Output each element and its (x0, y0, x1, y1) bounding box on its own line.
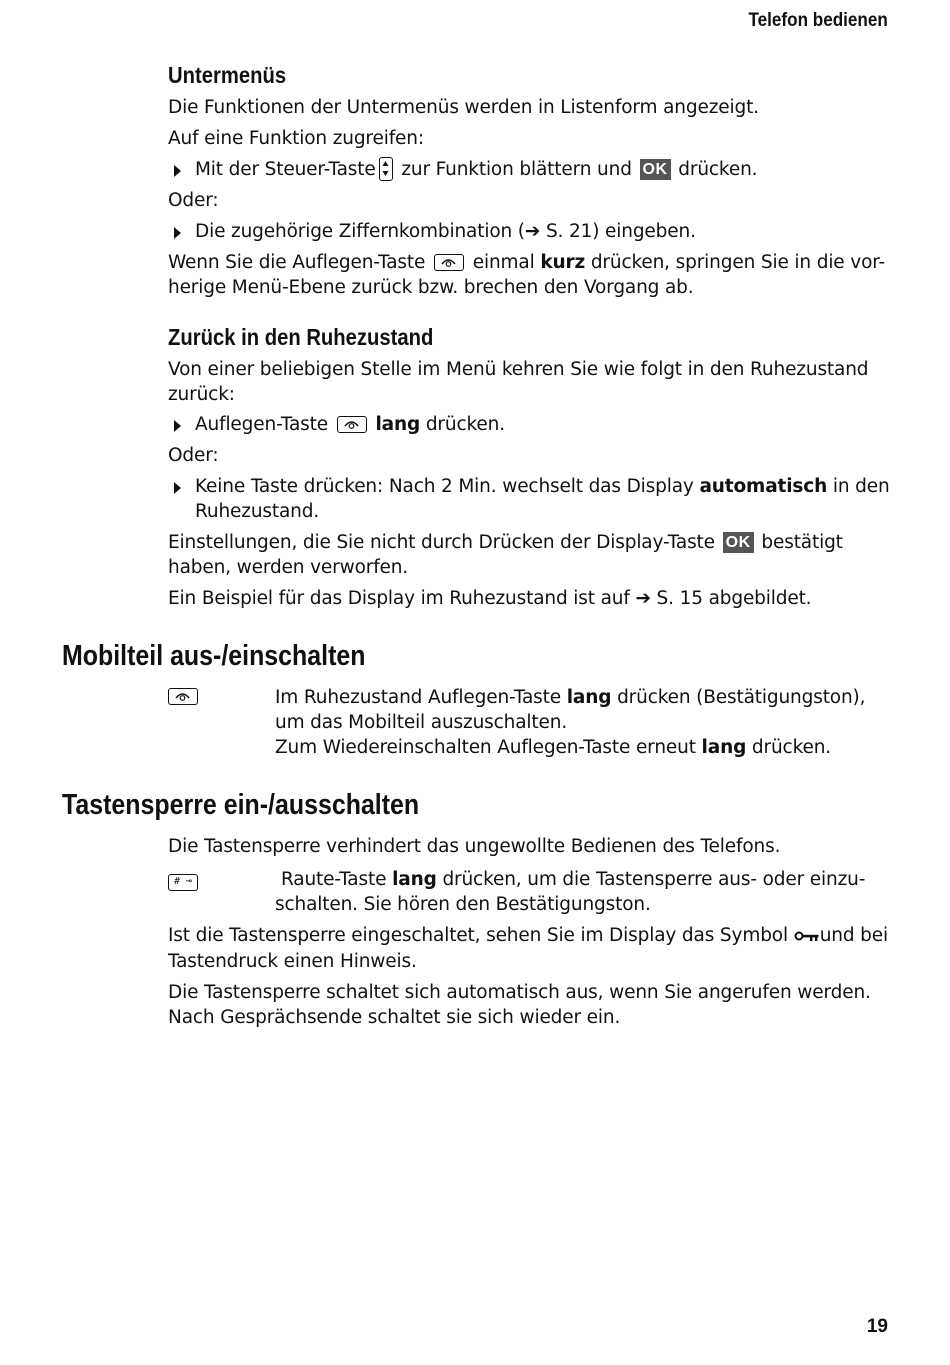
text: zur Funktion blättern und (401, 159, 632, 180)
bullet-item (168, 474, 890, 524)
emphasis: lang (392, 869, 437, 890)
paragraph: Von einer beliebigen Stelle im Menü kehren Sie wie folgt in den Ruhezustand zurück: (168, 359, 869, 405)
ruhezustand-body (168, 357, 890, 611)
heading-ruhezustand: Zurück in den Ruhezustand (168, 324, 434, 350)
text: drücken. (425, 414, 505, 435)
text: um das Mobilteil auszuschalten. (275, 712, 568, 733)
bullet-marker (174, 165, 181, 177)
mobilteil-body (168, 685, 890, 760)
instruction-row (168, 685, 890, 760)
paragraph: Oder: (168, 445, 219, 466)
text: Mit der Steuer-Taste (195, 159, 376, 180)
heading-mobilteil: Mobilteil aus-/einschalten (62, 640, 366, 672)
paragraph (168, 586, 890, 611)
hangup-key-icon (168, 688, 198, 705)
emphasis: lang (375, 414, 421, 435)
hash-key-icon: # ⊸ (168, 874, 198, 891)
tastensperre-body (168, 834, 890, 1030)
paragraph: Oder: (168, 190, 219, 211)
hangup-key-icon (337, 416, 367, 433)
text: drücken (Bestätigungston), (617, 687, 866, 708)
text: einmal (472, 252, 535, 273)
text: in den Ruhezustand. (195, 476, 890, 522)
text: herige Menü-Ebene zurück bzw. brechen den Vorgang ab. (168, 277, 694, 298)
arrow-icon: ➔ (524, 221, 541, 242)
hangup-key-icon (434, 254, 464, 271)
section-mobilteil (62, 640, 415, 673)
emphasis: automatisch (699, 476, 828, 497)
emphasis: lang (566, 687, 612, 708)
text: und bei Tastendruck einen Hinweis. (168, 925, 888, 972)
page-number: 19 (866, 1316, 888, 1337)
text: schalten. Sie hören den Bestätigungston. (275, 894, 651, 915)
paragraph: Auf eine Funktion zugreifen: (168, 128, 424, 149)
bullet-item (168, 157, 890, 182)
paragraph (168, 530, 890, 580)
heading-tastensperre: Tastensperre ein-/ausschalten (62, 789, 420, 821)
arrow-icon: ➔ (635, 588, 651, 609)
paragraph (168, 923, 890, 974)
text: Auflegen-Taste (195, 414, 328, 435)
page-reference: S. 15 abgebildet. (656, 588, 812, 609)
running-head: Telefon bedienen (748, 10, 888, 31)
text: drücken, um die Tastensperre aus- oder einzu- (442, 869, 866, 890)
emphasis: lang (701, 737, 747, 758)
section-ruhezustand (168, 324, 890, 351)
text: Ein Beispiel für das Display im Ruhezustand ist auf (168, 588, 630, 609)
paragraph: Die Tastensperre schaltet sich automatisch aus, wenn Sie angerufen werden. Nach Gesprächsende schaltet sie sich wieder ein. (168, 982, 871, 1028)
bullet-marker (174, 227, 181, 239)
instruction-text (275, 867, 890, 917)
ok-key-icon: OK (640, 159, 671, 180)
text: bestätigt haben, werden verworfen. (168, 532, 843, 578)
key-column (168, 869, 198, 891)
text: Keine Taste drücken: Nach 2 Min. wechselt das Display (195, 476, 694, 497)
text: Im Ruhezustand Auflegen-Taste (275, 687, 561, 708)
text: Die zugehörige Ziffernkombination ( (195, 221, 525, 242)
instruction-row (168, 867, 890, 917)
ok-key-icon: OK (723, 532, 754, 553)
emphasis: kurz (540, 252, 586, 273)
text: drücken. (751, 737, 832, 758)
untermenues-body (168, 95, 890, 300)
text: Zum Wiedereinschalten Auflegen-Taste erneut (275, 737, 696, 758)
page-reference: S. 21) eingeben. (545, 221, 696, 242)
paragraph: Die Tastensperre verhindert das ungewollte Bedienen des Telefons. (168, 836, 781, 857)
paragraph: Die Funktionen der Untermenüs werden in Listenform angezeigt. (168, 97, 759, 118)
text: Einstellungen, die Sie nicht durch Drücken der Display-Taste (168, 532, 715, 553)
key-column (168, 687, 198, 706)
bullet-marker (174, 420, 181, 432)
bullet-marker (174, 482, 181, 494)
text: Raute-Taste (281, 869, 387, 890)
text: drücken. (678, 159, 758, 180)
text: Wenn Sie die Auflegen-Taste (168, 252, 426, 273)
heading-untermenues: Untermenüs (168, 62, 287, 88)
nav-key-icon (379, 157, 393, 181)
section-untermenues (168, 62, 890, 89)
paragraph (168, 250, 890, 300)
text: drücken, springen Sie in die vor- (590, 252, 886, 273)
section-tastensperre (62, 789, 477, 822)
text: Ist die Tastensperre eingeschaltet, sehen Sie im Display das Symbol (168, 925, 788, 946)
bullet-item (168, 219, 890, 244)
key-lock-icon (794, 924, 820, 949)
instruction-text (275, 685, 890, 760)
bullet-item (168, 412, 890, 437)
